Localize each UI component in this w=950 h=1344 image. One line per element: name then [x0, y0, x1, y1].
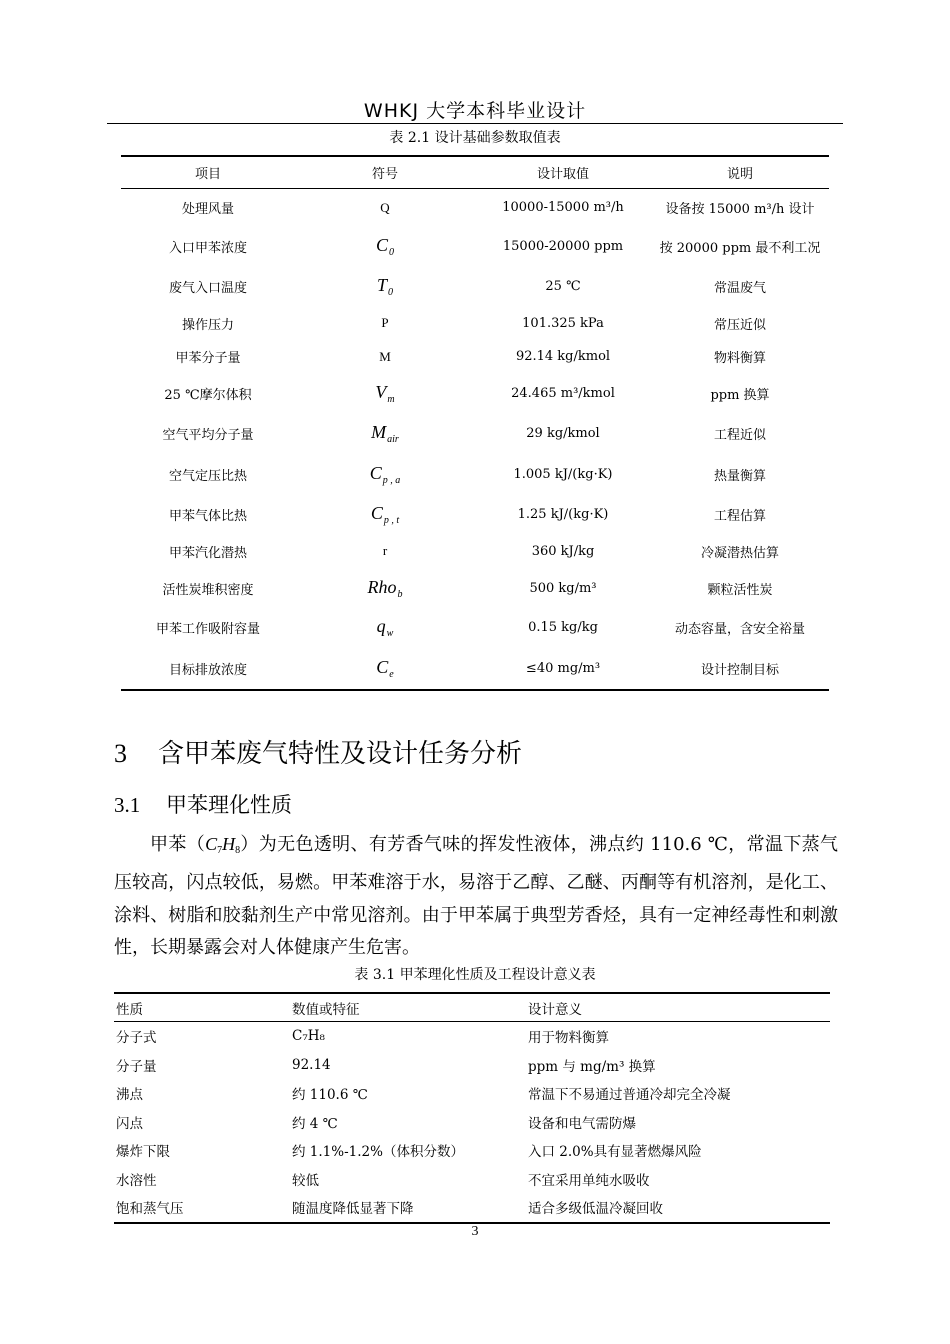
value-cell: 约 4 ℃	[292, 1115, 338, 1132]
symbol-cell	[295, 422, 475, 445]
value-cell: 29 kg/kmol	[526, 426, 600, 441]
header-cell: 性质	[116, 1001, 143, 1018]
significance-cell: 常温下不易通过普通冷却完全冷凝	[528, 1087, 731, 1104]
subsection-heading	[114, 789, 292, 819]
symbol-base: M	[379, 348, 391, 364]
symbol	[379, 349, 391, 364]
note-cell: 冷凝潜热估算	[700, 545, 779, 561]
table-row	[121, 189, 829, 226]
value-cell: 较低	[292, 1172, 319, 1189]
table-2-1	[121, 155, 829, 691]
table-row	[121, 495, 829, 534]
symbol-subscript: air	[387, 434, 399, 445]
significance-cell: 入口 2.0%具有显著燃爆风险	[528, 1144, 702, 1161]
note-cell: 按 20000 ppm 最不利工况	[659, 240, 821, 256]
note-cell: 颗粒活性炭	[707, 582, 773, 598]
symbol-base: C	[369, 463, 382, 483]
table-row	[121, 568, 829, 608]
significance-cell: 用于物料衡算	[528, 1030, 609, 1047]
value-cell: ≤40 mg/m³	[525, 660, 601, 676]
symbol-base: C	[375, 234, 388, 255]
header-rule	[107, 123, 843, 124]
header-cell: 项目	[194, 167, 221, 182]
symbol-base: P	[381, 315, 389, 330]
symbol-cell	[295, 349, 475, 365]
note-cell: 物料衡算	[713, 351, 766, 366]
symbol	[381, 315, 388, 330]
symbol-base: M	[371, 422, 387, 442]
symbol	[367, 576, 403, 600]
table-row	[114, 1051, 830, 1080]
value-cell: 约 110.6 ℃	[292, 1087, 368, 1104]
section-number: 3	[114, 739, 127, 768]
table-3-1-caption: 表 3.1 甲苯理化性质及工程设计意义表	[354, 967, 596, 983]
formula-h: H	[222, 834, 236, 854]
formula-c-sub: 7	[217, 845, 223, 856]
symbol-base: T	[376, 274, 387, 295]
table-row	[121, 226, 829, 266]
chemical-formula	[205, 834, 240, 854]
significance-cell: 设备和电气需防爆	[528, 1115, 636, 1132]
symbol	[370, 503, 400, 526]
symbol	[376, 616, 394, 639]
value-cell: 92.14 kg/kmol	[515, 349, 611, 364]
symbol-cell	[295, 657, 475, 680]
symbol-cell	[295, 315, 475, 331]
value-cell: 92.14	[292, 1056, 331, 1073]
symbol-cell	[295, 200, 475, 216]
formula-c: C	[205, 834, 218, 854]
note-cell: 常压近似	[713, 317, 766, 333]
value-cell: 24.465 m³/kmol	[511, 385, 615, 401]
value-cell: 101.325 kPa	[522, 315, 604, 331]
value-cell: C₇H₈	[292, 1028, 325, 1045]
table-row	[121, 647, 829, 689]
item-cell: 目标排放浓度	[168, 662, 247, 678]
symbol-base: Q	[380, 199, 390, 215]
item-cell: 甲苯分子量	[175, 351, 241, 366]
symbol	[371, 422, 399, 445]
note-cell: 动态容量，含安全裕量	[674, 622, 805, 637]
table-row	[121, 534, 829, 568]
table-row	[114, 1108, 830, 1137]
table-row	[121, 373, 829, 413]
section-heading	[114, 733, 522, 770]
page-number: 3	[471, 1224, 479, 1239]
note-cell: 热量衡算	[713, 469, 766, 484]
header-cell: 符号	[371, 167, 398, 182]
page-header: WHKJ 大学本科毕业设计	[363, 100, 587, 122]
symbol	[376, 274, 393, 298]
symbol-subscript: p , a	[382, 475, 401, 486]
table-3-1	[114, 992, 830, 1224]
table-row	[114, 1136, 830, 1165]
item-cell: 活性炭堆积密度	[162, 582, 254, 598]
item-cell: 甲苯气体比热	[168, 509, 247, 524]
symbol-subscript: 0	[388, 286, 393, 298]
symbol-base: q	[376, 616, 386, 636]
formula-h-sub: 8	[235, 845, 241, 856]
property-cell: 水溶性	[116, 1172, 157, 1189]
table-row	[121, 454, 829, 495]
table-row	[114, 1193, 830, 1222]
value-cell: 1.25 kJ/(kg·K)	[517, 507, 609, 522]
property-cell: 爆炸下限	[116, 1144, 170, 1161]
value-cell: 500 kg/m³	[529, 580, 597, 596]
table-row	[121, 340, 829, 373]
table-header-row	[114, 994, 830, 1021]
symbol-subscript: 0	[389, 246, 394, 258]
table-body	[114, 1022, 830, 1222]
property-cell: 分子量	[116, 1058, 157, 1075]
item-cell: 25 ℃摩尔体积	[164, 387, 252, 403]
symbol-cell	[295, 543, 475, 559]
symbol-subscript: m	[387, 393, 395, 405]
symbol-subscript: p , t	[383, 515, 400, 526]
paragraph-text: ）为无色透明、有芳香气味的挥发性液体，沸点约 110.6 ℃，常温下蒸气压较高，闪点较低，易燃。甲苯难溶于水，易溶于乙醇、乙醚、丙酮等有机溶剂，是化工、涂料、树脂和胶黏剂生产中常见溶剂。由于甲苯属于典型芳香烃，具有一定神经毒性和刺激性，长期暴露会对人体健康产生危害。	[114, 834, 839, 958]
symbol-cell	[295, 463, 475, 486]
property-cell: 饱和蒸气压	[116, 1201, 184, 1218]
value-cell: 360 kJ/kg	[531, 543, 595, 559]
symbol-subscript: b	[397, 588, 403, 600]
table-row	[121, 266, 829, 306]
section-title: 含甲苯废气特性及设计任务分析	[158, 739, 523, 769]
symbol-cell	[295, 235, 475, 258]
symbol-cell	[295, 275, 475, 298]
significance-cell: 适合多级低温冷凝回收	[528, 1201, 663, 1218]
header-cell: 设计意义	[528, 1001, 582, 1018]
item-cell: 甲苯工作吸附容量	[155, 622, 260, 637]
property-cell: 沸点	[116, 1087, 143, 1104]
symbol-cell	[295, 577, 475, 600]
symbol	[383, 543, 387, 558]
symbol-base: C	[376, 656, 389, 677]
table-row	[114, 1022, 830, 1051]
table-row	[114, 1079, 830, 1108]
significance-cell: 不宜采用单纯水吸收	[528, 1172, 650, 1189]
table-row	[121, 608, 829, 647]
value-cell: 15000-20000 ppm	[502, 238, 624, 254]
note-cell: 设备按 15000 m³/h 设计	[665, 202, 815, 217]
item-cell: 操作压力	[181, 317, 234, 333]
symbol-base: V	[375, 381, 387, 402]
note-cell: 常温废气	[713, 280, 766, 296]
symbol-base: r	[382, 543, 388, 558]
significance-cell: ppm 与 mg/m³ 换算	[528, 1058, 656, 1075]
header-cell: 设计取值	[536, 167, 589, 182]
symbol	[375, 234, 394, 258]
symbol-cell	[295, 382, 475, 405]
property-cell: 分子式	[116, 1030, 157, 1047]
value-cell: 0.15 kg/kg	[528, 620, 598, 635]
item-cell: 空气平均分子量	[162, 428, 254, 443]
property-cell: 闪点	[116, 1115, 143, 1132]
subsection-title: 甲苯理化性质	[166, 793, 292, 817]
value-cell: 随温度降低显著下降	[292, 1201, 414, 1218]
table-row	[121, 306, 829, 340]
item-cell: 处理风量	[181, 202, 234, 217]
subsection-number: 3.1	[114, 793, 141, 817]
value-cell: 25 ℃	[545, 278, 581, 294]
symbol-cell	[295, 616, 475, 639]
table-2-1-caption: 表 2.1 设计基础参数取值表	[389, 130, 561, 146]
symbol-base: C	[370, 503, 383, 523]
note-cell: 设计控制目标	[700, 662, 779, 678]
table-row	[121, 413, 829, 454]
paragraph-text: 甲苯（	[150, 834, 206, 855]
symbol-cell	[295, 503, 475, 526]
symbol	[375, 381, 395, 405]
item-cell: 空气定压比热	[168, 469, 247, 484]
table-row	[114, 1165, 830, 1194]
note-cell: 工程估算	[713, 509, 766, 524]
symbol-base: Rho	[367, 576, 397, 597]
table-bottom-rule	[121, 689, 829, 691]
header-cell: 数值或特征	[292, 1001, 360, 1018]
symbol	[380, 200, 389, 215]
note-cell: ppm 换算	[710, 387, 770, 403]
symbol-subscript: w	[386, 628, 394, 639]
body-paragraph	[114, 828, 838, 964]
table-header-row	[121, 157, 829, 188]
note-cell: 工程近似	[713, 428, 766, 443]
value-cell: 1.005 kJ/(kg·K)	[513, 467, 613, 482]
header-cell: 说明	[726, 167, 753, 182]
value-cell: 10000-15000 m³/h	[502, 200, 624, 215]
item-cell: 甲苯汽化潜热	[168, 545, 247, 561]
table-body	[121, 189, 829, 689]
symbol	[369, 463, 401, 486]
symbol-subscript: e	[389, 668, 394, 680]
item-cell: 入口甲苯浓度	[168, 240, 247, 256]
item-cell: 废气入口温度	[168, 280, 247, 296]
symbol	[376, 656, 394, 680]
value-cell: 约 1.1%-1.2%（体积分数）	[292, 1144, 464, 1161]
